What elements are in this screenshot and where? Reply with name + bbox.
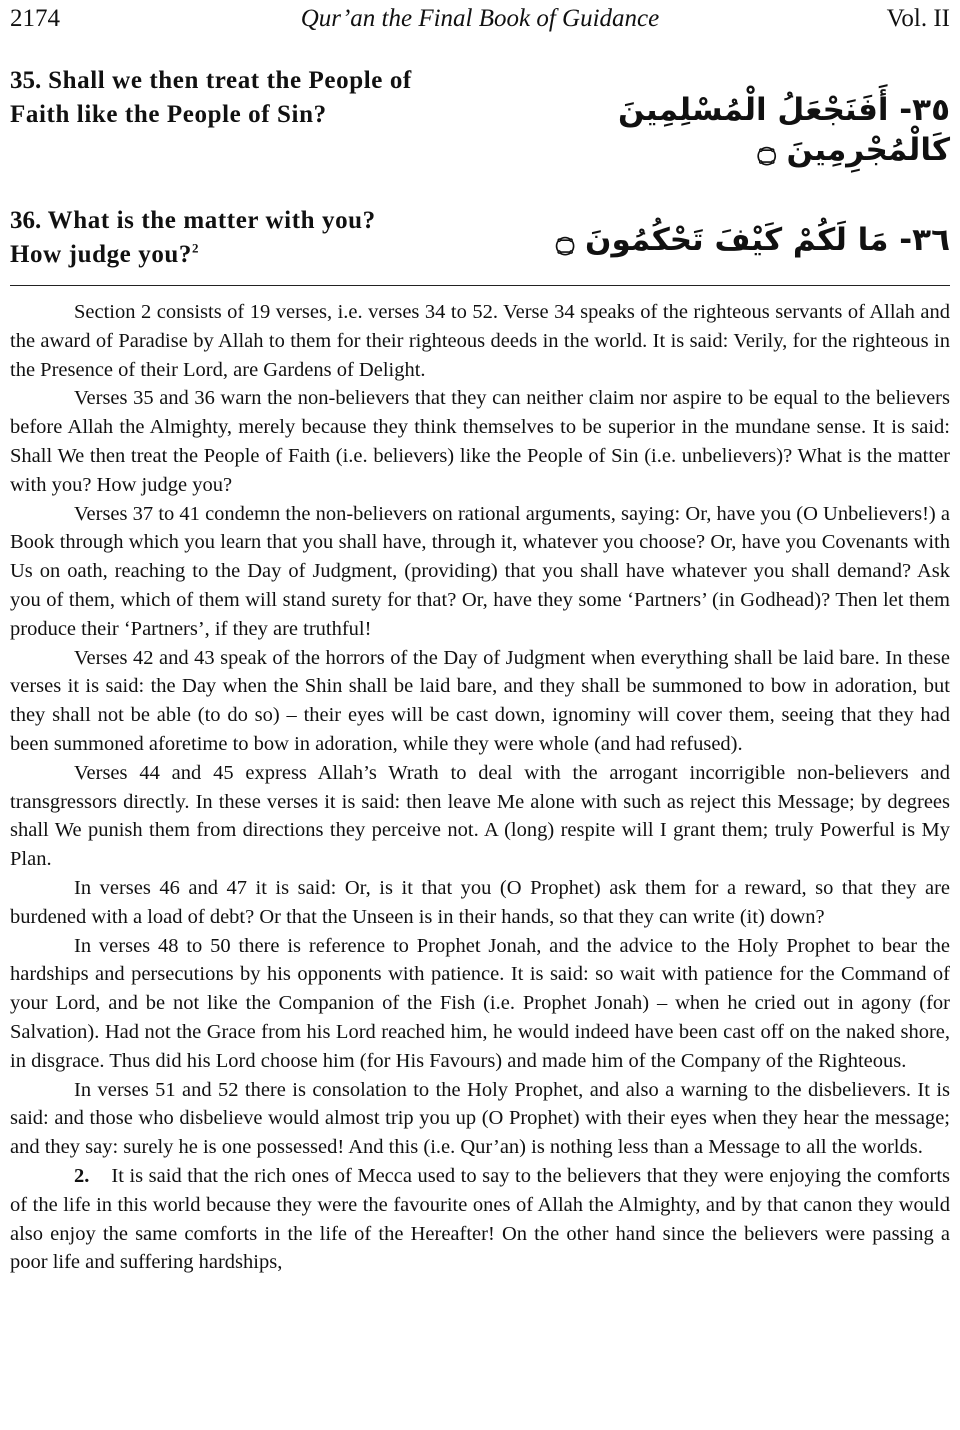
commentary-body xyxy=(10,298,950,1277)
verse-35-text: Shall we then treat the People of Faith like the People of Sin? xyxy=(10,67,412,128)
paragraph: In verses 48 to 50 there is reference to Prophet Jonah, and the advice to the Holy Prophet to bear the hardships and persecutions by his opponents with patience. It is said: so wait with patience for the Command of your Lord, and be not like the Companion of the Fish (i.e. Prophet Jonah) – when he cried out in agony (for Salvation). Had not the Grace from his Lord reached him, he would indeed have been cast off on the naked shore, in disgrace. Thus did his Lord choose him (for His Favours) and made him of the Company of the Righteous. xyxy=(10,934,950,1072)
paragraph: Section 2 consists of 19 verses, i.e. verses 34 to 52. Verse 34 speaks of the righteous servants of Allah and the award of Paradise by Allah to them for their righteous deeds in the world. It is said: Verily, for the righteous in the Presence of their Lord, are Gardens of Delight. xyxy=(10,301,950,381)
verse-36-arabic: ٣٦- مَا لَكُمْ كَيْفَ تَحْكُمُونَ ۝ xyxy=(556,222,950,258)
verse-36-english xyxy=(10,204,430,272)
paragraph: Verses 37 to 41 condemn the non-believers on rational arguments, saying: Or, have you (O Unbelievers!) a Book through which you learn that you shall have, through it, whatever you choose? Or, have you Covenants with Us on oath, reaching to the Day of Judgment, (providing) that you shall have whatever you shall demand? Ask you of them, which of them will stand surety for that? Or, have they some ‘Partners’ (in Godhead)? Then let them produce their ‘Partners’, if they are truthful! xyxy=(10,502,950,640)
footnote-number: 2. xyxy=(74,1164,90,1187)
volume-label: Vol. II xyxy=(886,5,950,32)
paragraph: Verses 35 and 36 warn the non-believers that they can neither claim nor aspire to be equal to the believers before Allah the Almighty, merely because they think themselves to be superior in the mundane sense. It is said: Shall We then treat the People of Faith (i.e. believers) like the People of Sin (i.e. unbelievers)? What is the matter with you? How judge you? xyxy=(10,387,950,496)
running-header xyxy=(10,4,950,34)
book-page xyxy=(10,0,950,1430)
verse-36-text: What is the matter with you? How judge you? xyxy=(10,207,376,268)
paragraph: In verses 51 and 52 there is consolation to the Holy Prophet, and also a warning to the disbelievers. It is said: and those who disbelieve would almost trip you up (O Prophet) with their eyes when they hear the message; and they say: surely he is one possessed! And this (i.e. Qur’an) is nothing less than a Message to all the worlds. xyxy=(10,1078,950,1159)
verse-36-number: 36. xyxy=(10,207,42,234)
footnote-marker: 2 xyxy=(192,240,200,256)
verse-35-arabic: ٣٥- أَفَنَجْعَلُ الْمُسْلِمِينَ كَالْمُجْرِمِينَ ۝ xyxy=(618,92,950,168)
paragraph: In verses 46 and 47 it is said: Or, is it that you (O Prophet) ask them for a reward, so that they are burdened with a load of debt? Or that the Unseen is in their hands, so that they can write (it) down? xyxy=(10,876,950,928)
section-divider xyxy=(10,285,950,286)
paragraph: Verses 44 and 45 express Allah’s Wrath to deal with the arrogant incorrigible non-believers and transgressors directly. In these verses it is said: then leave Me alone with such as reject this Message; by degrees shall We punish them from directions they perceive not. A (long) respite will I grant them; truly Powerful is My Plan. xyxy=(10,761,950,871)
verse-35-english xyxy=(10,64,430,132)
verse-35 xyxy=(10,64,950,168)
verse-35-number: 35. xyxy=(10,67,42,94)
book-title: Qur’an the Final Book of Guidance xyxy=(300,5,660,32)
footnote xyxy=(10,1162,950,1277)
verse-36 xyxy=(10,204,950,274)
footnote-text: It is said that the rich ones of Mecca used to say to the believers that they were enjoying the comforts of the life in this world because they were the favourite ones of Allah the Almighty, and by that canon they would also enjoy the same comforts in the life of the Hereafter! On the other hand since the believers were passing a poor life and suffering hardships, xyxy=(10,1164,950,1274)
paragraph: Verses 42 and 43 speak of the horrors of the Day of Judgment when everything shall be laid bare. In these verses it is said: the Day when the Shin shall be laid bare, and they shall be summoned to bow in adoration, but they shall not be able (to do so) – their eyes will be cast down, ignominy will cover them, seeing that they had been summoned aforetime to bow in adoration, while they were whole (and had refused). xyxy=(10,646,950,755)
page-number: 2174 xyxy=(10,5,60,32)
